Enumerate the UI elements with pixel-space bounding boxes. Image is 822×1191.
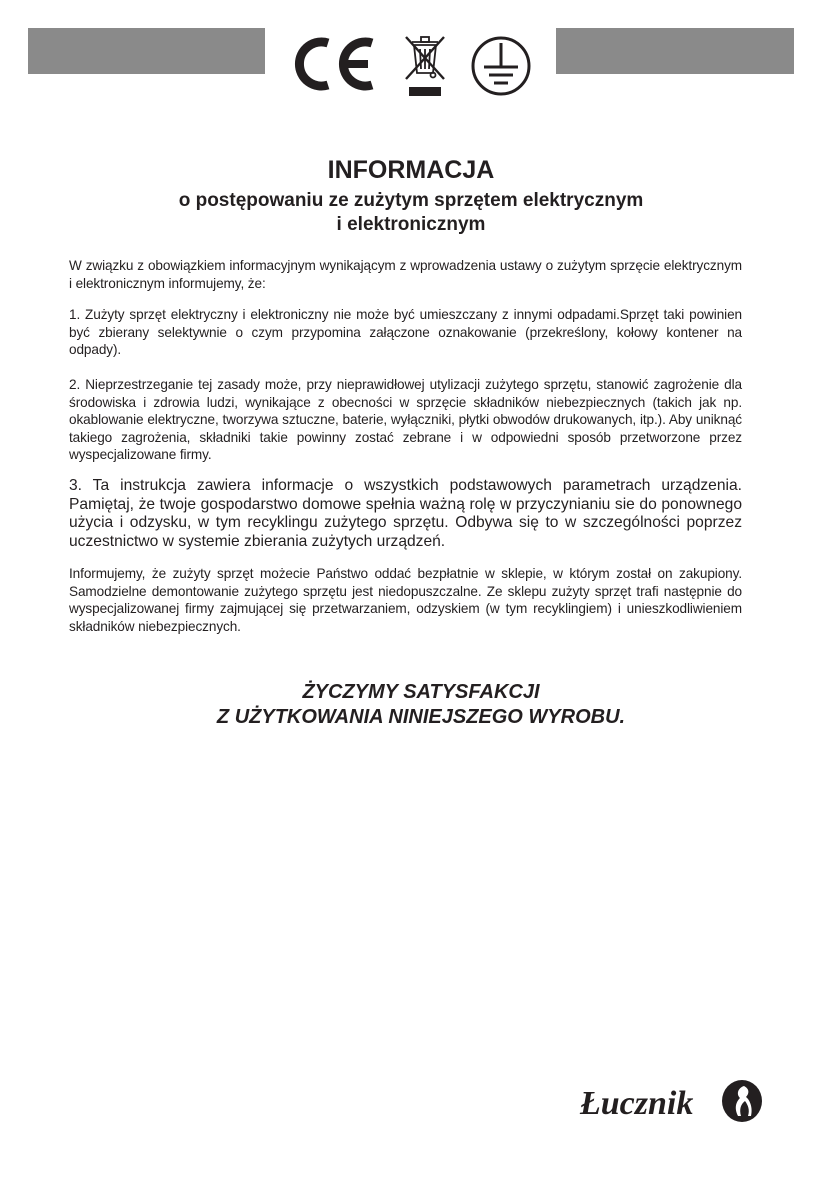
lucznik-logo (578, 1078, 764, 1124)
protective-earth-ground-icon (470, 35, 532, 97)
closing-message (0, 680, 822, 730)
closing-line-2: Z UŻYTKOWANIA NINIEJSZEGO WYROBU. (216, 706, 626, 728)
logo-text: Łucznik (580, 1085, 694, 1122)
subtitle-line-2: i elektronicznym (336, 214, 486, 235)
page-subtitle (0, 189, 822, 237)
header-bar-left (28, 28, 265, 74)
page-title: INFORMACJA (327, 156, 495, 184)
paragraph-3: 3. Ta instrukcja zawiera informacje o wszystkich podstawowych parametrach urządzenia. Pamiętaj, że twoje gospodarstwo domowe spełnia ważną rolę w przyczynianiu sie do ponownego użycia i odzysku, w tym recyklingu zużytego sprzętu. Odbywa się to w szczególności poprzez uczestnictwo w systemie zbierania zużytych urządzeń. (69, 477, 742, 550)
subtitle-line-1: o postępowaniu ze zużytym sprzętem elektrycznym (178, 190, 644, 211)
intro-paragraph: W związku z obowiązkiem informacyjnym wynikającym z wprowadzenia ustawy o zużytym sprzęcie elektrycznym i elektronicznym informujemy, że: (69, 258, 742, 291)
crossed-out-wheelie-bin-icon (402, 33, 448, 99)
ce-mark-icon (288, 35, 380, 93)
paragraph-1: 1. Zużyty sprzęt elektryczny i elektroniczny nie może być umieszczany z innymi odpadami.Sprzęt taki powinien być zbierany selektywnie o czym przypomina załączone oznakowanie (przekreślony, kołowy kontener na odpady). (69, 307, 742, 358)
paragraph-4: Informujemy, że zużyty sprzęt możecie Państwo oddać bezpłatnie w sklepie, w którym został on zakupiony. Samodzielne demontowanie zużytego sprzętu jest niedopuszczalne. Ze sklepu zużyty sprzęt trafi następnie do wyspecjalizowanej firmy zajmującej się przetwarzaniem, odzyskiem (w tym recyklingiem) i unieszkodliwieniem składników niebezpiecznych. (69, 566, 742, 634)
paragraph-2: 2. Nieprzestrzeganie tej zasady może, przy nieprawidłowej utylizacji zużytego sprzętu, stanowić zagrożenie dla środowiska i zdrowia ludzi, wynikające z obecności w sprzęcie składników niebezpiecznych (takich jak np. okablowanie elektryczne, tworzywa sztuczne, baterie, wyłączniki, płytki obwodów drukowanych, itp.). Aby uniknąć takiego zagrożenia, składniki takie powinny zostać zebrane i w odpowiedni sposób przetworzone przez wyspecjalizowane firmy. (69, 377, 742, 463)
closing-line-1: ŻYCZYMY SATYSFAKCJI (302, 681, 540, 703)
header-bar-right (556, 28, 794, 74)
